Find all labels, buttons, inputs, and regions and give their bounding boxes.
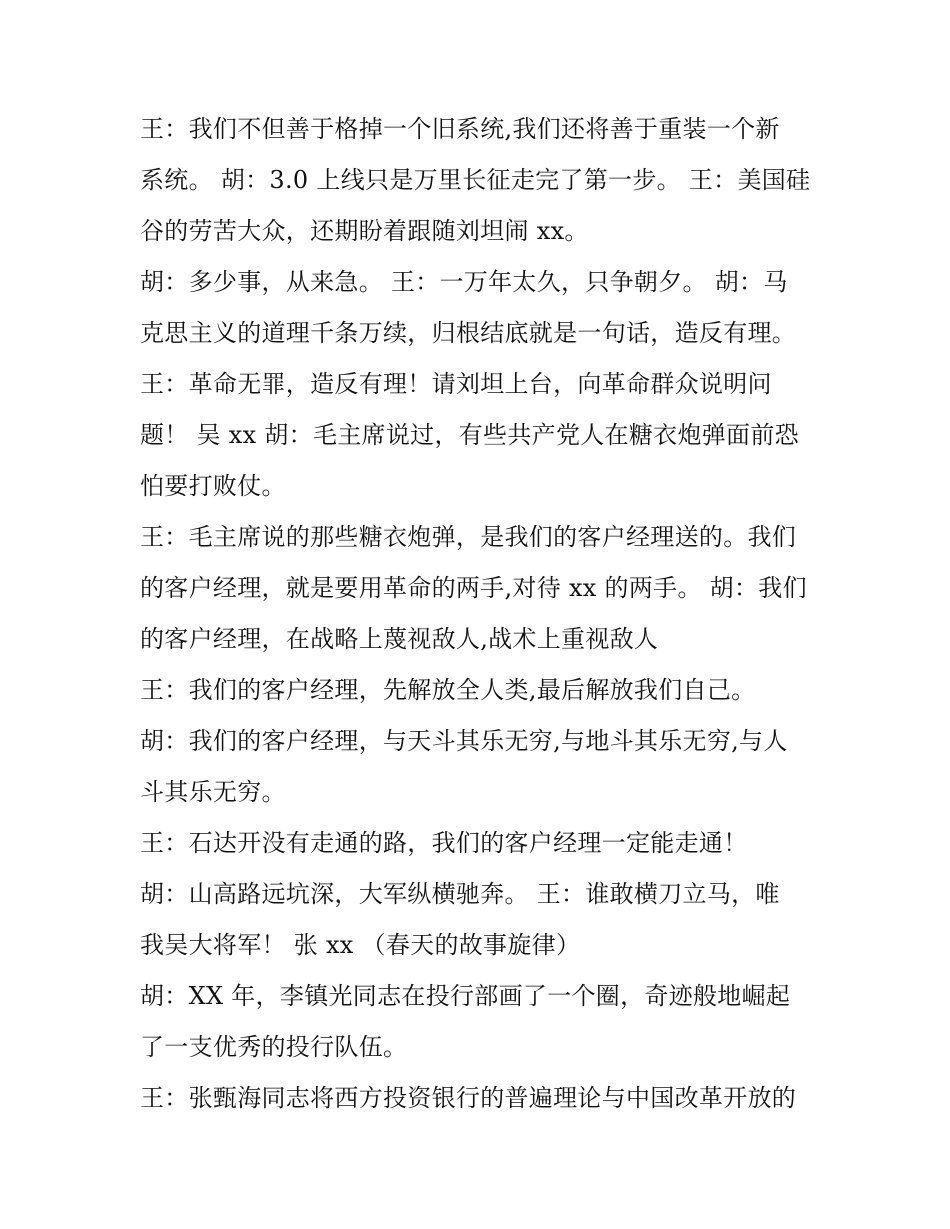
text-line: 克思主义的道理千条万续，归根结底就是一句话，造反有理。 bbox=[140, 319, 797, 347]
text-line: 的客户经理，在战略上蔑视敌人,战术上重视敌人 bbox=[140, 625, 659, 653]
text-line: 谷的劳苦大众，还期盼着跟随刘坦闹 xx。 bbox=[140, 217, 589, 245]
document-body bbox=[140, 104, 820, 1124]
text-line: 王：我们不但善于格掉一个旧系统,我们还将善于重装一个新 bbox=[140, 115, 780, 143]
text-line: 系统。 胡：3.0 上线只是万里长征走完了第一步。 王：美国硅 bbox=[140, 166, 811, 194]
text-line: 胡：山高路远坑深，大军纵横驰奔。 王：谁敢横刀立马，唯 bbox=[140, 880, 780, 908]
text-line: 我吴大将军！ 张 xx （春天的故事旋律） bbox=[140, 931, 581, 959]
text-line: 斗其乐无穷。 bbox=[140, 778, 286, 806]
text-line: 的客户经理，就是要用革命的两手,对待 xx 的两手。 胡：我们 bbox=[140, 574, 807, 602]
text-line: 题！ 吴 xx 胡：毛主席说过，有些共产党人在糖衣炮弹面前恐 bbox=[140, 421, 799, 449]
text-line: 怕要打败仗。 bbox=[140, 472, 286, 500]
text-line: 王：我们的客户经理，先解放全人类,最后解放我们自己。 bbox=[140, 676, 756, 704]
text-line: 王：石达开没有走通的路，我们的客户经理一定能走通！ bbox=[140, 829, 748, 857]
text-line: 胡：XX 年，李镇光同志在投行部画了一个圈，奇迹般地崛起 bbox=[140, 982, 791, 1010]
text-line: 王：张甄海同志将西方投资银行的普遍理论与中国改革开放的 bbox=[140, 1084, 797, 1112]
text-line: 了一支优秀的投行队伍。 bbox=[140, 1033, 408, 1061]
text-line: 胡：我们的客户经理，与天斗其乐无穷,与地斗其乐无穷,与人 bbox=[140, 727, 788, 755]
text-line: 胡：多少事，从来急。 王：一万年太久，只争朝夕。 胡：马 bbox=[140, 268, 788, 296]
text-line: 王：革命无罪，造反有理！请刘坦上台，向革命群众说明问 bbox=[140, 370, 772, 398]
text-line: 王：毛主席说的那些糖衣炮弹，是我们的客户经理送的。我们 bbox=[140, 523, 797, 551]
